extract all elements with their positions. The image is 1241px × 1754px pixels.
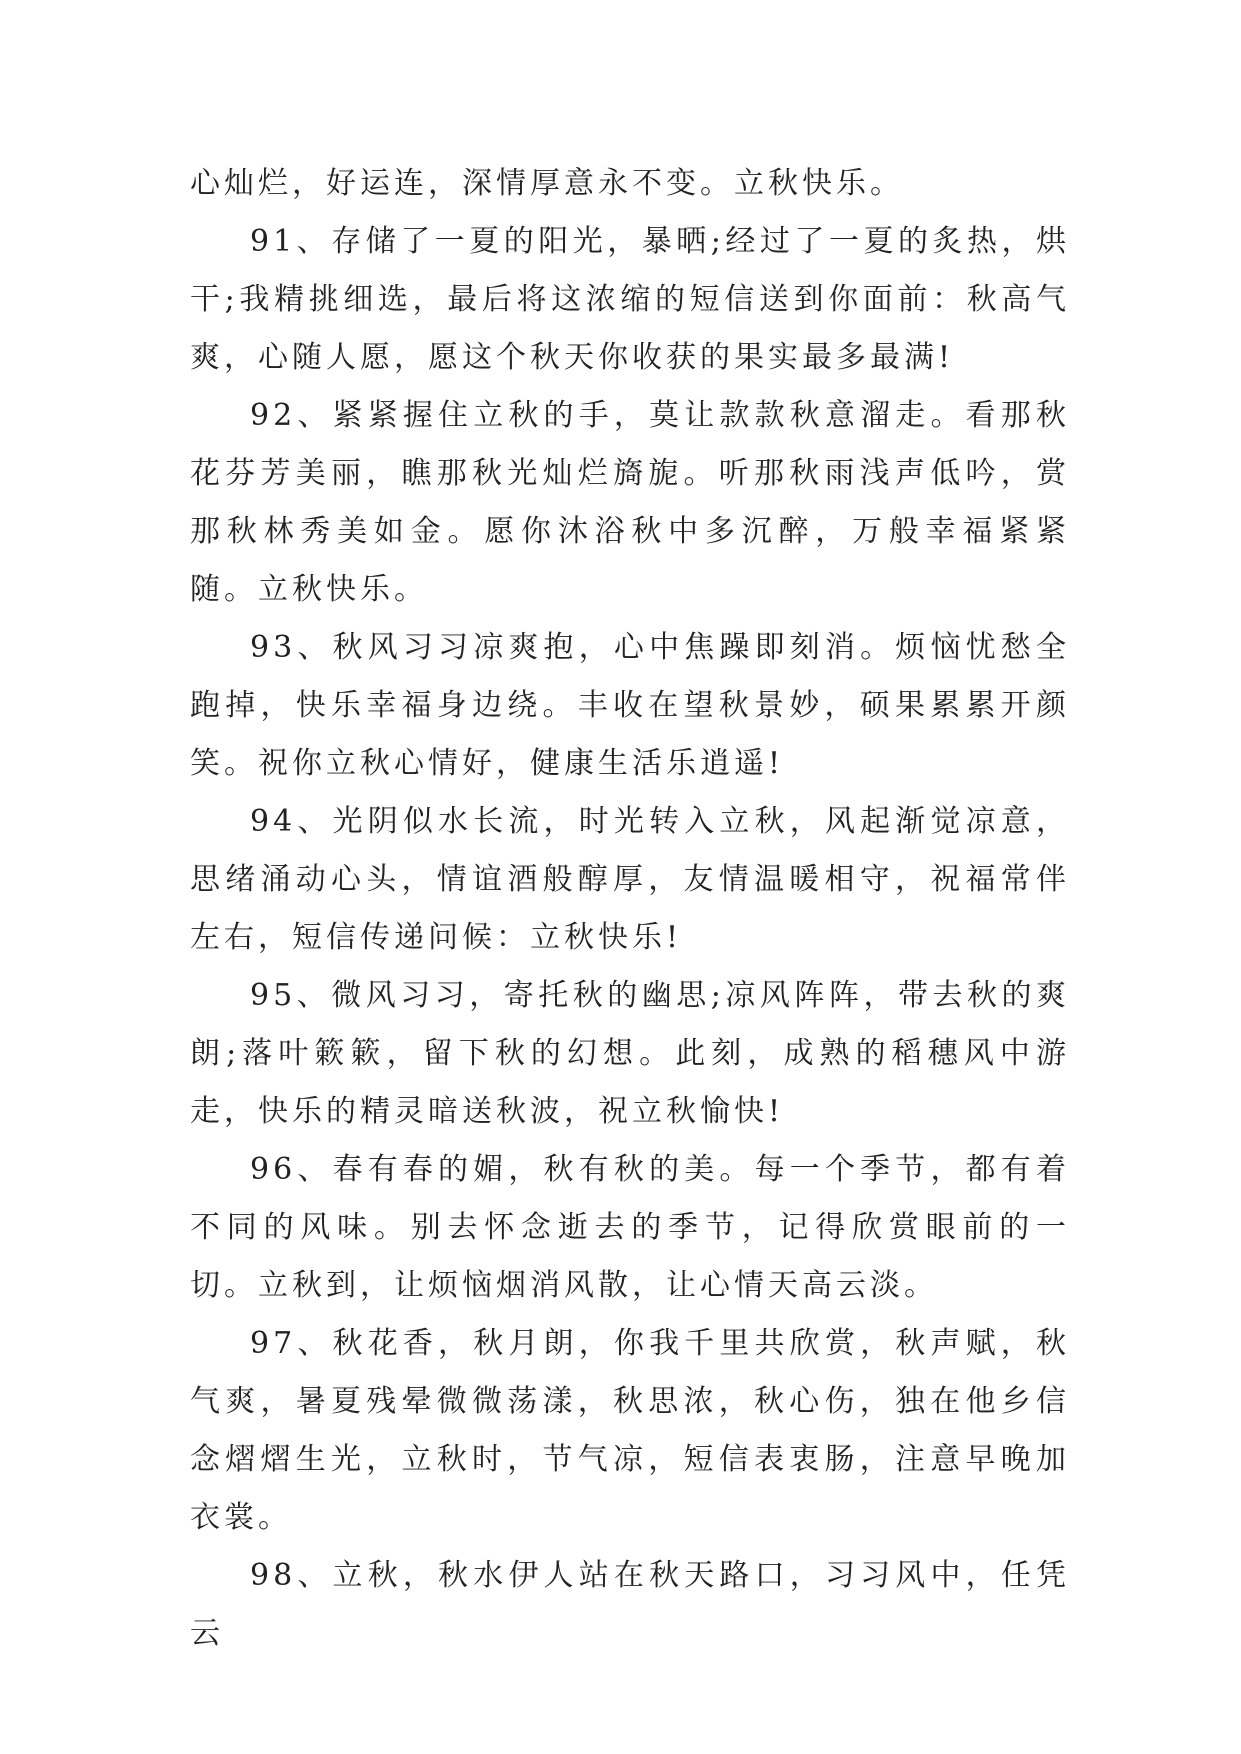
paragraph-91: 91、存储了一夏的阳光，暴晒;经过了一夏的炙热，烘干;我精挑细选，最后将这浓缩的短信送到你面前：秋高气爽，心随人愿，愿这个秋天你收获的果实最多最满! xyxy=(190,224,1070,375)
paragraph-96: 96、春有春的媚，秋有秋的美。每一个季节，都有着不同的风味。别去怀念逝去的季节，记得欣赏眼前的一切。立秋到，让烦恼烟消风散，让心情天高云淡。 xyxy=(190,1152,1070,1303)
document-body xyxy=(190,155,1070,1663)
paragraph-93: 93、秋风习习凉爽抱，心中焦躁即刻消。烦恼忧愁全跑掉，快乐幸福身边绕。丰收在望秋景妙，硕果累累开颜笑。祝你立秋心情好，健康生活乐逍遥! xyxy=(190,630,1070,781)
paragraph-92: 92、紧紧握住立秋的手，莫让款款秋意溜走。看那秋花芬芳美丽，瞧那秋光灿烂旖旎。听那秋雨浅声低吟，赏那秋林秀美如金。愿你沐浴秋中多沉醉，万般幸福紧紧随。立秋快乐。 xyxy=(190,398,1070,607)
paragraph-98: 98、立秋，秋水伊人站在秋天路口，习习风中，任凭云 xyxy=(190,1558,1070,1651)
paragraph-95: 95、微风习习，寄托秋的幽思;凉风阵阵，带去秋的爽朗;落叶簌簌，留下秋的幻想。此刻，成熟的稻穗风中游走，快乐的精灵暗送秋波，祝立秋愉快! xyxy=(190,978,1070,1129)
paragraph-97: 97、秋花香，秋月朗，你我千里共欣赏，秋声赋，秋气爽，暑夏残晕微微荡漾，秋思浓，秋心伤，独在他乡信念熠熠生光，立秋时，节气凉，短信表衷肠，注意早晚加衣裳。 xyxy=(190,1326,1070,1535)
paragraph-continued: 心灿烂，好运连，深情厚意永不变。立秋快乐。 xyxy=(190,166,904,201)
paragraph-94: 94、光阴似水长流，时光转入立秋，风起渐觉凉意，思绪涌动心头，情谊酒般醇厚，友情温暖相守，祝福常伴左右，短信传递问候：立秋快乐! xyxy=(190,804,1070,955)
